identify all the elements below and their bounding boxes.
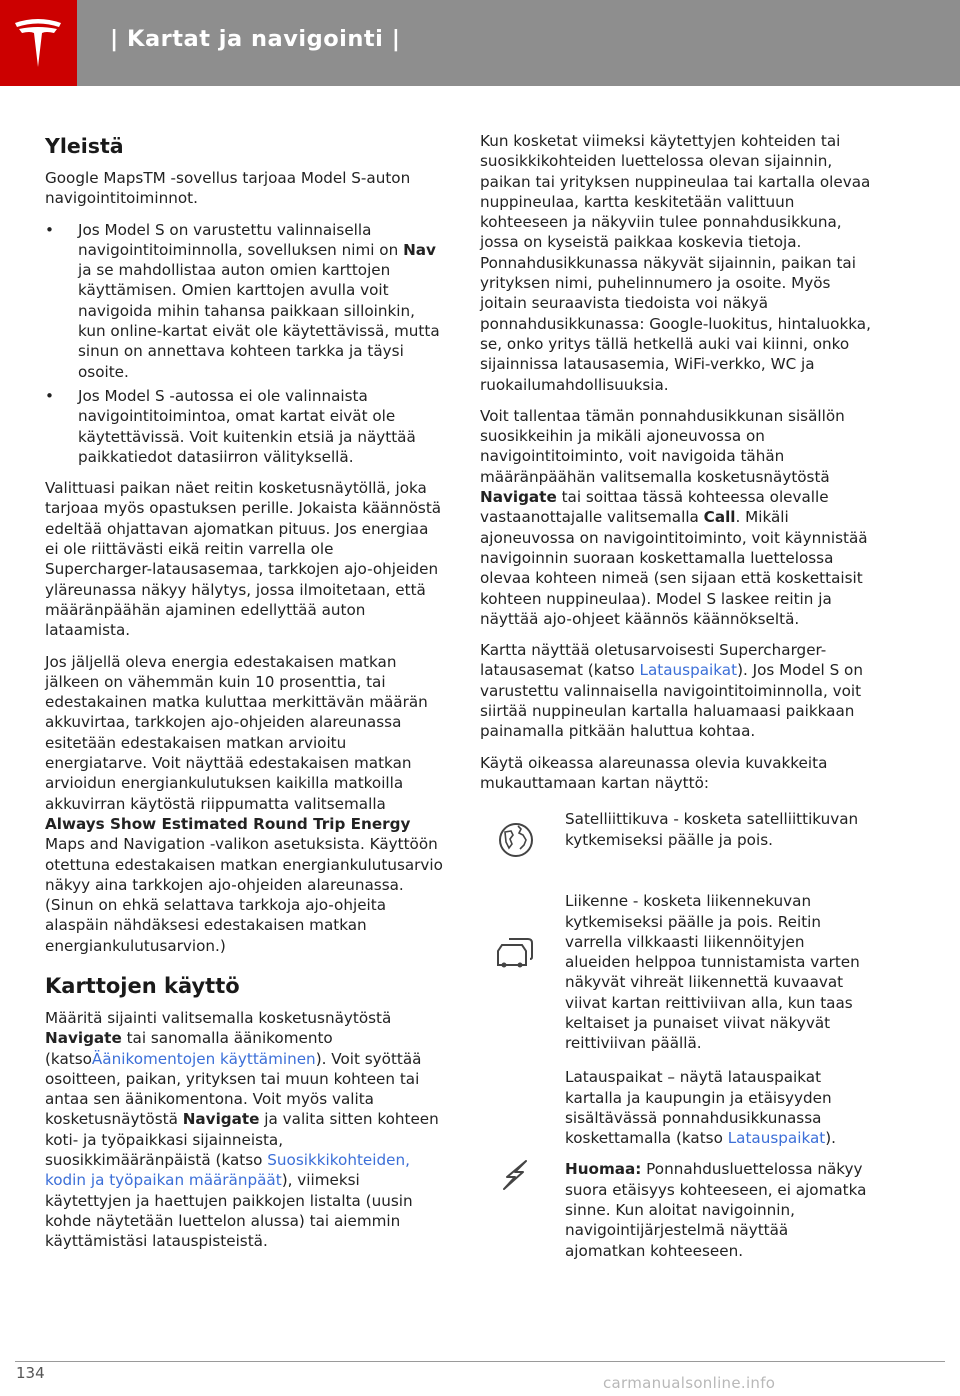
section-heading-yleista: Yleistä (45, 134, 124, 158)
page-header (0, 0, 960, 86)
footer-divider (15, 1361, 945, 1362)
paragraph: Voit tallentaa tämän ponnahdusikkunan sisällön suosikkeihin ja mikäli ajoneuvossa on navigointitoiminto, voit navigoida tähän määränpäähän valitsemalla kosketusnäytöstä Navigate tai soittaa tässä kohteessa olevalle vastaanottajalle valitsemalla Call. Mikäli ajoneuvossa on navigointitoiminto, voit käynnistää navigoinnin suoraan koskettamalla luettelossa olevaa kohteen nimeä (sen sijaan että koskettaisit kohteen nuppineulaa). Model S laskee reitin ja näyttää ajo-ohjeet käännös käännökseltä. (480, 406, 868, 628)
page-number: 134 (16, 1364, 45, 1382)
paragraph: Valittuasi paikan näet reitin kosketusnäytöllä, joka tarjoaa myös opastuksen perille. Jokaista käännöstä edeltää ohjattavan ajomatkan pituus. Jos energiaa ei ole riittävästi eikä reitin varrella ole Supercharger-latausasemaa, tarkkojen ajo-ohjeiden yläreunassa näkyy hälytys, jossa ilmoitetaan, että määränpäähän ajaminen edellyttää auton lataamista. (45, 479, 442, 640)
traffic-icon (494, 931, 538, 971)
map-icons-table (480, 809, 880, 1272)
note-paragraph: Huomaa: Ponnahdusluettelossa näkyy suora etäisyys kohteeseen, ei ajomatka sinne. Kun aloitat navigoinnin, navigointijärjestelmä näyttää ajomatkan kohteeseen. (565, 1160, 867, 1260)
paragraph: Jos jäljellä oleva energia edestakaisen matkan jälkeen on vähemmän kuin 10 prosenttia, tai edestakainen matka kuluttaa merkittävän määrän akkuvirtaa, tarkkojen ajo-ohjeiden alareunassa esitetään edestakaisen matkan arvioitu energiatarve. Voit näyttää edestakaisen matkan arvioidun energiankulutuksen kaikilla matkoilla akkuvirran käytöstä riippumatta valitsemalla Always Show Estimated Round Trip Energy Maps and Navigation -valikon asetuksista. Käyttöön otettuna edestakaisen matkan energiankulutusarvio näkyy aina tarkkojen ajo-ohjeiden alareunassa. (Sinun on ehkä selattava tarkkoja ajo-ohjeita alaspäin nähdäksesi edestakaisen matkan energiankulutusarvion.) (45, 652, 443, 955)
paragraph: Kartta näyttää oletusarvoisesti Supercharger-latausasemat (katso Latauspaikat). Jos Model S on varustettu valinnaisella navigointitoiminnolla, voit siirtää nuppineulan kartalla haluamaasi paikkaan painamalla pitkään haluttua kohtaa. (480, 641, 863, 741)
satellite-description: Satelliittikuva - kosketa satelliittikuvan kytkemiseksi päälle ja pois. (565, 810, 859, 849)
right-column (480, 131, 880, 1272)
icon-row-satellite (480, 809, 880, 891)
tesla-t-icon (13, 17, 63, 69)
bullet-icon: • (45, 386, 54, 405)
section-heading-karttojen-kaytto: Karttojen käyttö (45, 973, 240, 998)
watermark: carmanualsonline.info (603, 1374, 776, 1392)
globe-icon (496, 820, 536, 860)
paragraph: Käytä oikeassa alareunassa olevia kuvakkeita mukauttamaan kartan näyttö: (480, 753, 828, 792)
bullet-icon: • (45, 220, 54, 239)
charging-description: Latauspaikat – näytä latauspaikat kartalla ja kaupungin ja etäisyyden sisältävässä ponnahdusikkunassa koskettamalla (katso Latauspaikat). (565, 1068, 836, 1148)
page-title: | Kartat ja navigointi | (110, 26, 401, 52)
charging-locations-link-2[interactable]: Latauspaikat (727, 1129, 826, 1148)
icon-row-charging (480, 1067, 880, 1272)
list-item: • Jos Model S on varustettu valinnaisella navigointitoiminnolla, sovelluksen nimi on Nav ja se mahdollistaa auton omien karttojen käyttämisen. Omien karttojen avulla voit navigoida mihin tahansa paikkaan silloinkin, kun online-kartat eivät ole käytettävissä, mutta sinun on annettava kohteen tarkka ja täysi osoite. (45, 220, 440, 381)
paragraph: Kun kosketat viimeksi käytettyjen kohteiden tai suosikkikohteiden luettelossa olevan sijainnin, paikan tai yrityksen nuppineulaa tai kartalla olevaa nuppineulaa, kartta keskitetään valittuun kohteeseen ja näkyviin tulee ponnahdusikkuna, jossa on kyseistä paikkaa koskevia tietoja. Ponnahdusikkunassa näkyvät sijainnin, paikan tai yrityksen nimi, puhelinnumero ja osoite. Myös joitain seuraavista tiedoista voi näkyä ponnahdusikkunassa: Google-luokitus, hintaluokka, se, onko yritys tällä hetkellä auki vai kiinni, onko sijainnissa latausasemia, WiFi-verkko, WC ja ruokailumahdollisuuksia. (480, 132, 871, 394)
voice-commands-link[interactable]: Äänikomentojen käyttäminen (91, 1049, 316, 1068)
icon-row-traffic (480, 891, 880, 1067)
list-item: • Jos Model S -autossa ei ole valinnaista navigointitoimintoa, omat kartat eivät ole käytettävissä. Voit kuitenkin etsiä ja näyttää paikkatiedot datasiirron välityksellä. (45, 386, 416, 466)
left-column (45, 133, 445, 1263)
favorite-destinations-link[interactable]: Suosikkikohteiden, kodin ja työpaikan määränpäät (45, 1151, 410, 1190)
tesla-logo (0, 0, 77, 86)
charging-locations-link[interactable]: Latauspaikat (639, 661, 738, 680)
traffic-description: Liikenne - kosketa liikennekuvan kytkemiseksi päälle ja pois. Reitin varrella vilkkaasti liikennöityjen alueiden helppoa tunnistamista varten näkyvät vihreät liikennettä kuvaavat viivat kartan reittiviivan alla, kun taas keltaiset ja punaiset viivat näkyvät reittiviivan päällä. (565, 892, 860, 1053)
intro-paragraph: Google MapsTM -sovellus tarjoaa Model S-auton navigointitoiminnot. (45, 169, 411, 208)
bullet-list (45, 220, 445, 468)
lightning-bolt-icon (500, 1159, 530, 1191)
paragraph: Määritä sijainti valitsemalla kosketusnäytöstä Navigate tai sanomalla äänikomento (katsoÄänikomentojen käyttäminen). Voit syöttää osoitteen, paikan, yrityksen tai muun kohteen tai antaa sen äänikomentona. Voit myös valita kosketusnäytöstä Navigate ja valita sitten kohteen koti- ja työpaikkasi sijainneista, suosikkimääränpäistä (katso Suosikkikohteiden, kodin ja työpaikan määränpäät), viimeksi käytettyjen ja haettujen paikkojen listalta (uusin kohde näytetään luettelon alussa) tai aiemmin käyttämistäsi latauspisteistä. (45, 1008, 439, 1251)
